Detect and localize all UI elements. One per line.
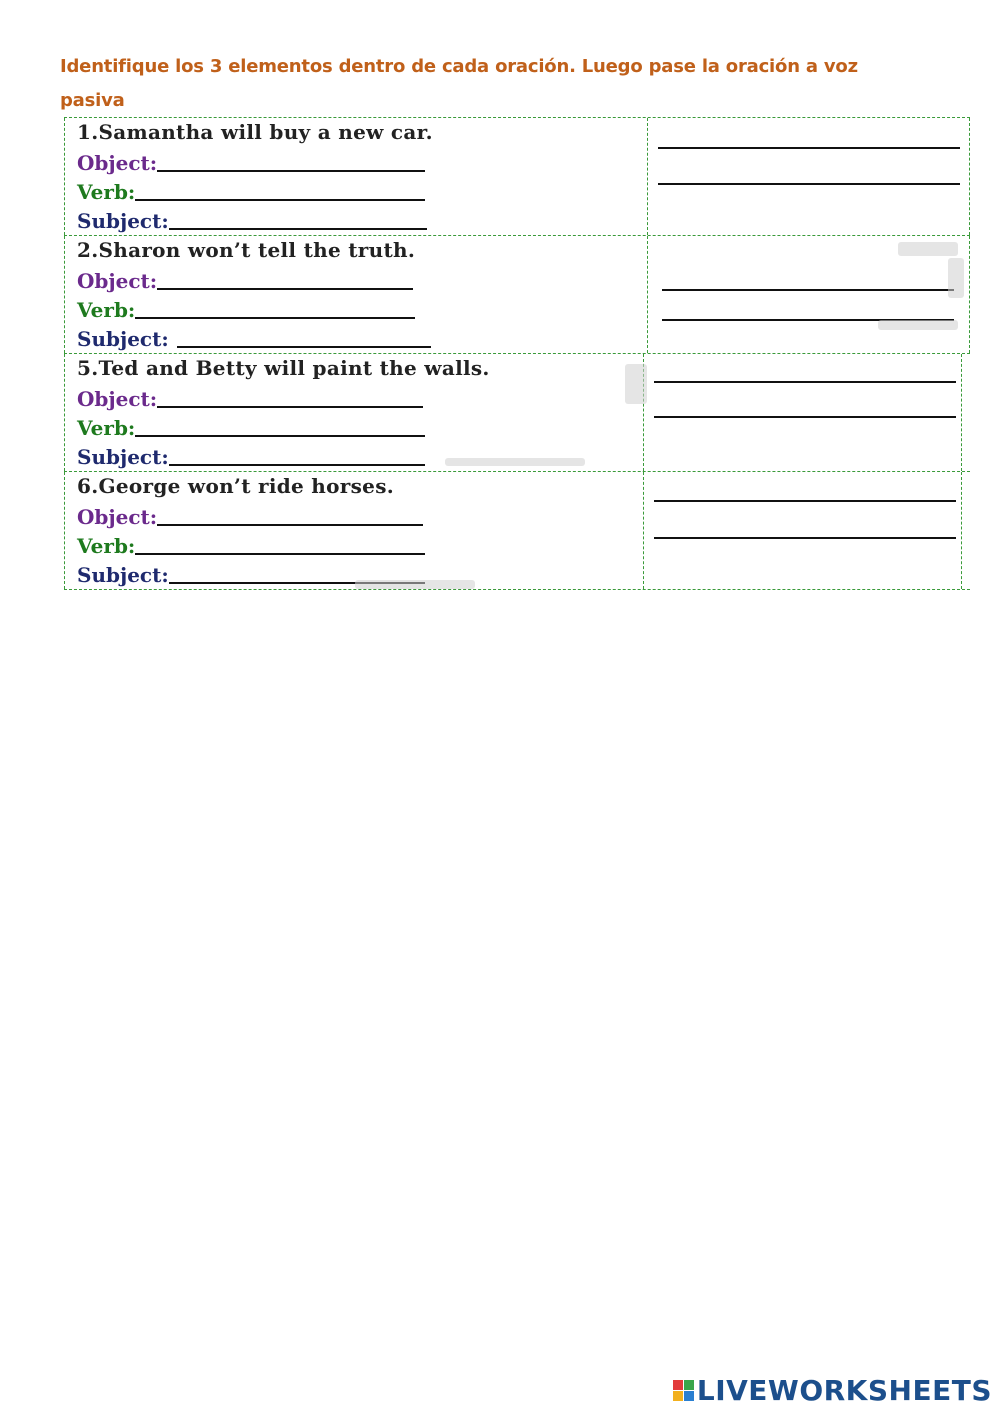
answer-line[interactable] bbox=[654, 381, 956, 383]
object-field[interactable] bbox=[77, 384, 423, 412]
verb-field[interactable] bbox=[77, 531, 425, 559]
object-blank[interactable] bbox=[157, 170, 425, 172]
exercise-row-1 bbox=[64, 117, 970, 235]
scan-smudge bbox=[898, 242, 958, 256]
brand-mark-square bbox=[673, 1380, 683, 1390]
verb-blank[interactable] bbox=[135, 199, 425, 201]
subject-label: Subject: bbox=[77, 563, 169, 587]
subject-field[interactable] bbox=[77, 324, 431, 352]
verb-blank[interactable] bbox=[135, 317, 415, 319]
object-label: Object: bbox=[77, 269, 158, 293]
verb-field[interactable] bbox=[77, 177, 425, 205]
verb-blank[interactable] bbox=[135, 553, 425, 555]
exercise-row-2 bbox=[64, 235, 970, 353]
verb-label: Verb: bbox=[77, 416, 136, 440]
brand-name: LIVEWORKSHEETS bbox=[696, 1374, 992, 1407]
object-blank[interactable] bbox=[157, 288, 413, 290]
exercise-table bbox=[64, 117, 970, 590]
answer-line[interactable] bbox=[654, 416, 956, 418]
object-label: Object: bbox=[77, 151, 158, 175]
scan-smudge bbox=[355, 580, 475, 589]
verb-field[interactable] bbox=[77, 295, 415, 323]
subject-blank[interactable] bbox=[169, 464, 425, 466]
exercise-sentence: 2.Sharon won’t tell the truth. bbox=[77, 238, 416, 262]
subject-blank[interactable] bbox=[169, 228, 427, 230]
scan-smudge bbox=[948, 258, 964, 298]
verb-blank[interactable] bbox=[135, 435, 425, 437]
scan-smudge bbox=[878, 320, 958, 330]
exercise-row-4 bbox=[64, 471, 970, 590]
verb-label: Verb: bbox=[77, 534, 136, 558]
subject-label: Subject: bbox=[77, 209, 169, 233]
object-label: Object: bbox=[77, 387, 158, 411]
object-blank[interactable] bbox=[157, 406, 423, 408]
subject-label: Subject: bbox=[77, 445, 169, 469]
answer-line[interactable] bbox=[654, 537, 956, 539]
brand-mark-square bbox=[684, 1391, 694, 1401]
subject-label: Subject: bbox=[77, 327, 169, 351]
exercise-row-3 bbox=[64, 353, 970, 471]
object-field[interactable] bbox=[77, 502, 423, 530]
subject-field[interactable] bbox=[77, 206, 427, 234]
answer-line[interactable] bbox=[658, 183, 960, 185]
object-field[interactable] bbox=[77, 148, 425, 176]
brand-mark-icon bbox=[673, 1380, 694, 1401]
object-label: Object: bbox=[77, 505, 158, 529]
verb-label: Verb: bbox=[77, 298, 136, 322]
instructions: Identifique los 3 elementos dentro de cada oración. Luego pase la oración a voz pasiva bbox=[60, 56, 858, 111]
verb-field[interactable] bbox=[77, 413, 425, 441]
exercise-sentence: 1.Samantha will buy a new car. bbox=[77, 120, 433, 144]
exercise-sentence: 6.George won’t ride horses. bbox=[77, 474, 395, 498]
verb-label: Verb: bbox=[77, 180, 136, 204]
object-field[interactable] bbox=[77, 266, 413, 294]
answer-line[interactable] bbox=[654, 500, 956, 502]
answer-line[interactable] bbox=[662, 289, 954, 291]
liveworksheets-logo bbox=[673, 1374, 992, 1407]
brand-mark-square bbox=[684, 1380, 694, 1390]
answer-line[interactable] bbox=[658, 147, 960, 149]
scan-smudge bbox=[445, 458, 585, 466]
subject-field[interactable] bbox=[77, 442, 425, 470]
subject-blank[interactable] bbox=[177, 346, 431, 348]
brand-mark-square bbox=[673, 1391, 683, 1401]
object-blank[interactable] bbox=[157, 524, 423, 526]
exercise-sentence: 5.Ted and Betty will paint the walls. bbox=[77, 356, 490, 380]
